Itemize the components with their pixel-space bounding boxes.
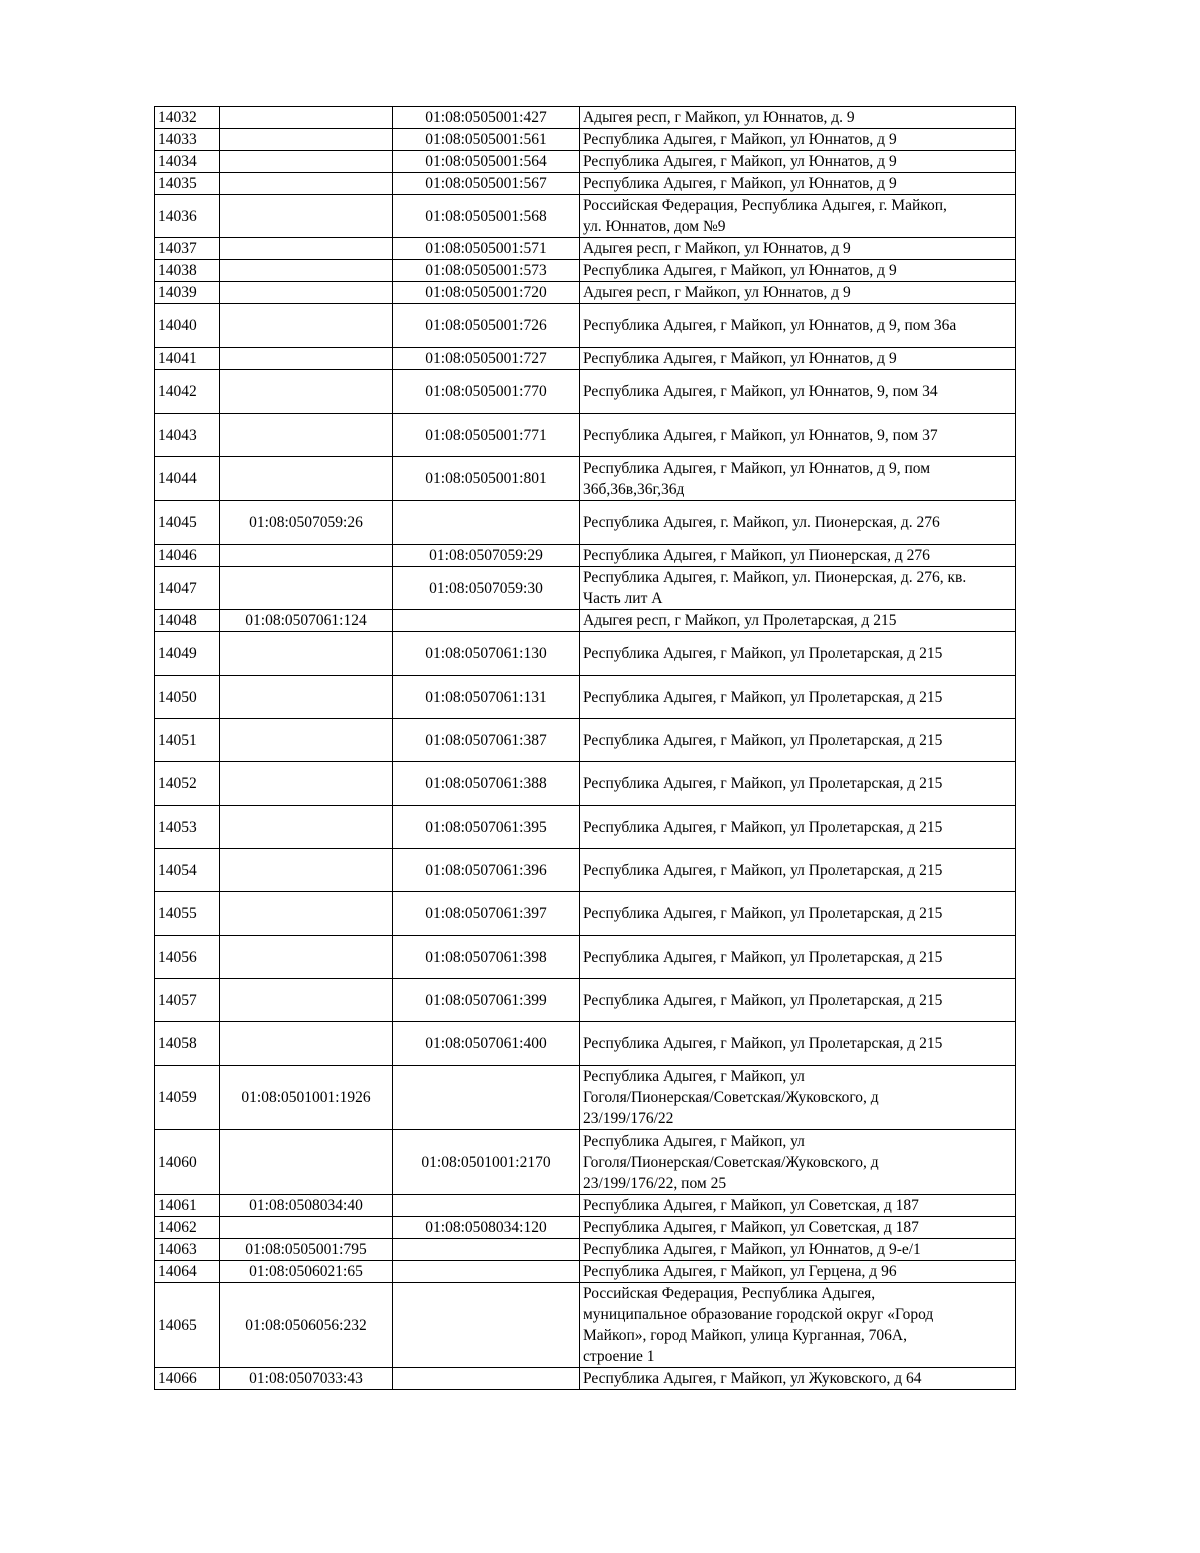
table-row (155, 1130, 1016, 1195)
address-cell: Республика Адыгея, г Майкоп, ул Юннатов, д 9 (580, 151, 1016, 173)
land-cadastral-cell (220, 892, 393, 936)
land-cadastral-cell (220, 979, 393, 1022)
row-number-cell: 14047 (155, 567, 220, 610)
table-row (155, 1239, 1016, 1261)
land-cadastral-cell: 01:08:0501001:1926 (220, 1066, 393, 1130)
building-cadastral-cell: 01:08:0507061:397 (393, 892, 580, 936)
row-number-cell: 14043 (155, 414, 220, 457)
address-cell: Республика Адыгея, г Майкоп, ул Гоголя/Пионерская/Советская/Жуковского, д 23/199/176/22 (580, 1066, 1016, 1130)
row-number-cell: 14038 (155, 260, 220, 282)
building-cadastral-cell: 01:08:0505001:720 (393, 282, 580, 304)
property-table-body (155, 107, 1016, 1390)
row-number-cell: 14042 (155, 370, 220, 414)
land-cadastral-cell (220, 1130, 393, 1195)
address-cell: Республика Адыгея, г. Майкоп, ул. Пионерская, д. 276, кв. Часть лит А (580, 567, 1016, 610)
table-row (155, 348, 1016, 370)
land-cadastral-cell (220, 806, 393, 849)
building-cadastral-cell: 01:08:0507061:395 (393, 806, 580, 849)
address-cell: Республика Адыгея, г Майкоп, ул Советская, д 187 (580, 1217, 1016, 1239)
land-cadastral-cell (220, 457, 393, 501)
row-number-cell: 14050 (155, 676, 220, 719)
property-table (154, 106, 1016, 1390)
address-cell: Республика Адыгея, г Майкоп, ул Пролетарская, д 215 (580, 849, 1016, 892)
building-cadastral-cell (393, 610, 580, 632)
table-row (155, 1217, 1016, 1239)
row-number-cell: 14049 (155, 632, 220, 676)
address-cell: Республика Адыгея, г Майкоп, ул Юннатов, д 9-е/1 (580, 1239, 1016, 1261)
row-number-cell: 14064 (155, 1261, 220, 1283)
land-cadastral-cell (220, 1217, 393, 1239)
land-cadastral-cell: 01:08:0506021:65 (220, 1261, 393, 1283)
land-cadastral-cell (220, 762, 393, 806)
land-cadastral-cell: 01:08:0508034:40 (220, 1195, 393, 1217)
land-cadastral-cell (220, 107, 393, 129)
table-row (155, 173, 1016, 195)
building-cadastral-cell: 01:08:0505001:567 (393, 173, 580, 195)
table-row (155, 567, 1016, 610)
building-cadastral-cell: 01:08:0507061:399 (393, 979, 580, 1022)
building-cadastral-cell: 01:08:0505001:564 (393, 151, 580, 173)
row-number-cell: 14045 (155, 501, 220, 545)
table-row (155, 936, 1016, 979)
land-cadastral-cell (220, 304, 393, 348)
address-cell: Республика Адыгея, г Майкоп, ул Юннатов, д 9 (580, 173, 1016, 195)
building-cadastral-cell: 01:08:0505001:801 (393, 457, 580, 501)
table-row (155, 304, 1016, 348)
land-cadastral-cell (220, 719, 393, 762)
land-cadastral-cell: 01:08:0507061:124 (220, 610, 393, 632)
building-cadastral-cell: 01:08:0507061:387 (393, 719, 580, 762)
building-cadastral-cell: 01:08:0501001:2170 (393, 1130, 580, 1195)
address-cell: Республика Адыгея, г Майкоп, ул Пролетарская, д 215 (580, 676, 1016, 719)
land-cadastral-cell (220, 260, 393, 282)
address-cell: Республика Адыгея, г Майкоп, ул Пролетарская, д 215 (580, 762, 1016, 806)
address-cell: Республика Адыгея, г Майкоп, ул Юннатов, д 9 (580, 260, 1016, 282)
row-number-cell: 14060 (155, 1130, 220, 1195)
land-cadastral-cell (220, 282, 393, 304)
building-cadastral-cell (393, 501, 580, 545)
table-row (155, 457, 1016, 501)
building-cadastral-cell: 01:08:0507061:131 (393, 676, 580, 719)
row-number-cell: 14046 (155, 545, 220, 567)
building-cadastral-cell: 01:08:0507061:400 (393, 1022, 580, 1066)
address-cell: Республика Адыгея, г Майкоп, ул Юннатов, д 9, пом 36а (580, 304, 1016, 348)
row-number-cell: 14052 (155, 762, 220, 806)
land-cadastral-cell (220, 348, 393, 370)
building-cadastral-cell: 01:08:0505001:771 (393, 414, 580, 457)
land-cadastral-cell (220, 370, 393, 414)
land-cadastral-cell (220, 567, 393, 610)
land-cadastral-cell (220, 1022, 393, 1066)
table-row (155, 107, 1016, 129)
row-number-cell: 14061 (155, 1195, 220, 1217)
table-row (155, 1261, 1016, 1283)
table-row (155, 129, 1016, 151)
address-cell: Республика Адыгея, г Майкоп, ул Пролетарская, д 215 (580, 979, 1016, 1022)
table-row (155, 1283, 1016, 1368)
address-cell: Республика Адыгея, г Майкоп, ул Советская, д 187 (580, 1195, 1016, 1217)
table-row (155, 719, 1016, 762)
address-cell: Республика Адыгея, г Майкоп, ул Пролетарская, д 215 (580, 719, 1016, 762)
address-cell: Адыгея респ, г Майкоп, ул Юннатов, д 9 (580, 238, 1016, 260)
table-row (155, 238, 1016, 260)
table-row (155, 632, 1016, 676)
row-number-cell: 14055 (155, 892, 220, 936)
building-cadastral-cell: 01:08:0505001:571 (393, 238, 580, 260)
table-row (155, 1368, 1016, 1390)
building-cadastral-cell: 01:08:0505001:770 (393, 370, 580, 414)
building-cadastral-cell: 01:08:0505001:561 (393, 129, 580, 151)
row-number-cell: 14034 (155, 151, 220, 173)
table-row (155, 979, 1016, 1022)
address-cell: Республика Адыгея, г Майкоп, ул Юннатов, 9, пом 37 (580, 414, 1016, 457)
building-cadastral-cell: 01:08:0507059:30 (393, 567, 580, 610)
table-row (155, 501, 1016, 545)
building-cadastral-cell: 01:08:0508034:120 (393, 1217, 580, 1239)
row-number-cell: 14059 (155, 1066, 220, 1130)
table-row (155, 414, 1016, 457)
table-row (155, 1066, 1016, 1130)
row-number-cell: 14039 (155, 282, 220, 304)
land-cadastral-cell (220, 173, 393, 195)
table-row (155, 151, 1016, 173)
land-cadastral-cell (220, 151, 393, 173)
table-row (155, 282, 1016, 304)
address-cell: Республика Адыгея, г Майкоп, ул Герцена, д 96 (580, 1261, 1016, 1283)
address-cell: Российская Федерация, Республика Адыгея, муниципальное образование городской округ «Город Майкоп», город Майкоп, улица Курганная, 706А, строение 1 (580, 1283, 1016, 1368)
building-cadastral-cell: 01:08:0507061:388 (393, 762, 580, 806)
land-cadastral-cell (220, 632, 393, 676)
building-cadastral-cell: 01:08:0505001:427 (393, 107, 580, 129)
land-cadastral-cell: 01:08:0505001:795 (220, 1239, 393, 1261)
table-row (155, 676, 1016, 719)
land-cadastral-cell (220, 545, 393, 567)
row-number-cell: 14041 (155, 348, 220, 370)
row-number-cell: 14054 (155, 849, 220, 892)
building-cadastral-cell: 01:08:0505001:726 (393, 304, 580, 348)
row-number-cell: 14033 (155, 129, 220, 151)
building-cadastral-cell: 01:08:0505001:568 (393, 195, 580, 238)
row-number-cell: 14065 (155, 1283, 220, 1368)
land-cadastral-cell: 01:08:0506056:232 (220, 1283, 393, 1368)
building-cadastral-cell: 01:08:0507059:29 (393, 545, 580, 567)
address-cell: Адыгея респ, г Майкоп, ул Юннатов, д. 9 (580, 107, 1016, 129)
land-cadastral-cell (220, 238, 393, 260)
table-row (155, 260, 1016, 282)
building-cadastral-cell (393, 1066, 580, 1130)
row-number-cell: 14058 (155, 1022, 220, 1066)
table-row (155, 1022, 1016, 1066)
address-cell: Российская Федерация, Республика Адыгея, г. Майкоп, ул. Юннатов, дом №9 (580, 195, 1016, 238)
table-row (155, 806, 1016, 849)
row-number-cell: 14044 (155, 457, 220, 501)
address-cell: Адыгея респ, г Майкоп, ул Пролетарская, д 215 (580, 610, 1016, 632)
table-row (155, 370, 1016, 414)
address-cell: Республика Адыгея, г Майкоп, ул Юннатов, 9, пом 34 (580, 370, 1016, 414)
table-row (155, 545, 1016, 567)
address-cell: Республика Адыгея, г Майкоп, ул Гоголя/Пионерская/Советская/Жуковского, д 23/199/176/22, пом 25 (580, 1130, 1016, 1195)
address-cell: Республика Адыгея, г Майкоп, ул Юннатов, д 9 (580, 348, 1016, 370)
row-number-cell: 14040 (155, 304, 220, 348)
row-number-cell: 14048 (155, 610, 220, 632)
address-cell: Республика Адыгея, г Майкоп, ул Пролетарская, д 215 (580, 936, 1016, 979)
row-number-cell: 14037 (155, 238, 220, 260)
row-number-cell: 14056 (155, 936, 220, 979)
land-cadastral-cell (220, 849, 393, 892)
address-cell: Республика Адыгея, г Майкоп, ул Пролетарская, д 215 (580, 1022, 1016, 1066)
address-cell: Республика Адыгея, г Майкоп, ул Пионерская, д 276 (580, 545, 1016, 567)
address-cell: Республика Адыгея, г Майкоп, ул Юннатов, д 9 (580, 129, 1016, 151)
building-cadastral-cell: 01:08:0505001:573 (393, 260, 580, 282)
land-cadastral-cell: 01:08:0507033:43 (220, 1368, 393, 1390)
address-cell: Республика Адыгея, г Майкоп, ул Пролетарская, д 215 (580, 806, 1016, 849)
building-cadastral-cell (393, 1261, 580, 1283)
address-cell: Республика Адыгея, г Майкоп, ул Юннатов, д 9, пом 36б,36в,36г,36д (580, 457, 1016, 501)
address-cell: Республика Адыгея, г Майкоп, ул Жуковского, д 64 (580, 1368, 1016, 1390)
address-cell: Республика Адыгея, г Майкоп, ул Пролетарская, д 215 (580, 632, 1016, 676)
address-cell: Адыгея респ, г Майкоп, ул Юннатов, д 9 (580, 282, 1016, 304)
table-row (155, 892, 1016, 936)
land-cadastral-cell: 01:08:0507059:26 (220, 501, 393, 545)
land-cadastral-cell (220, 129, 393, 151)
address-cell: Республика Адыгея, г. Майкоп, ул. Пионерская, д. 276 (580, 501, 1016, 545)
row-number-cell: 14036 (155, 195, 220, 238)
building-cadastral-cell: 01:08:0505001:727 (393, 348, 580, 370)
building-cadastral-cell: 01:08:0507061:130 (393, 632, 580, 676)
table-row (155, 762, 1016, 806)
row-number-cell: 14066 (155, 1368, 220, 1390)
row-number-cell: 14062 (155, 1217, 220, 1239)
row-number-cell: 14051 (155, 719, 220, 762)
row-number-cell: 14032 (155, 107, 220, 129)
building-cadastral-cell: 01:08:0507061:398 (393, 936, 580, 979)
row-number-cell: 14063 (155, 1239, 220, 1261)
land-cadastral-cell (220, 195, 393, 238)
building-cadastral-cell (393, 1283, 580, 1368)
table-row (155, 849, 1016, 892)
land-cadastral-cell (220, 936, 393, 979)
row-number-cell: 14035 (155, 173, 220, 195)
table-row (155, 195, 1016, 238)
row-number-cell: 14053 (155, 806, 220, 849)
land-cadastral-cell (220, 676, 393, 719)
land-cadastral-cell (220, 414, 393, 457)
row-number-cell: 14057 (155, 979, 220, 1022)
table-row (155, 610, 1016, 632)
address-cell: Республика Адыгея, г Майкоп, ул Пролетарская, д 215 (580, 892, 1016, 936)
building-cadastral-cell (393, 1195, 580, 1217)
building-cadastral-cell (393, 1239, 580, 1261)
building-cadastral-cell: 01:08:0507061:396 (393, 849, 580, 892)
table-row (155, 1195, 1016, 1217)
building-cadastral-cell (393, 1368, 580, 1390)
